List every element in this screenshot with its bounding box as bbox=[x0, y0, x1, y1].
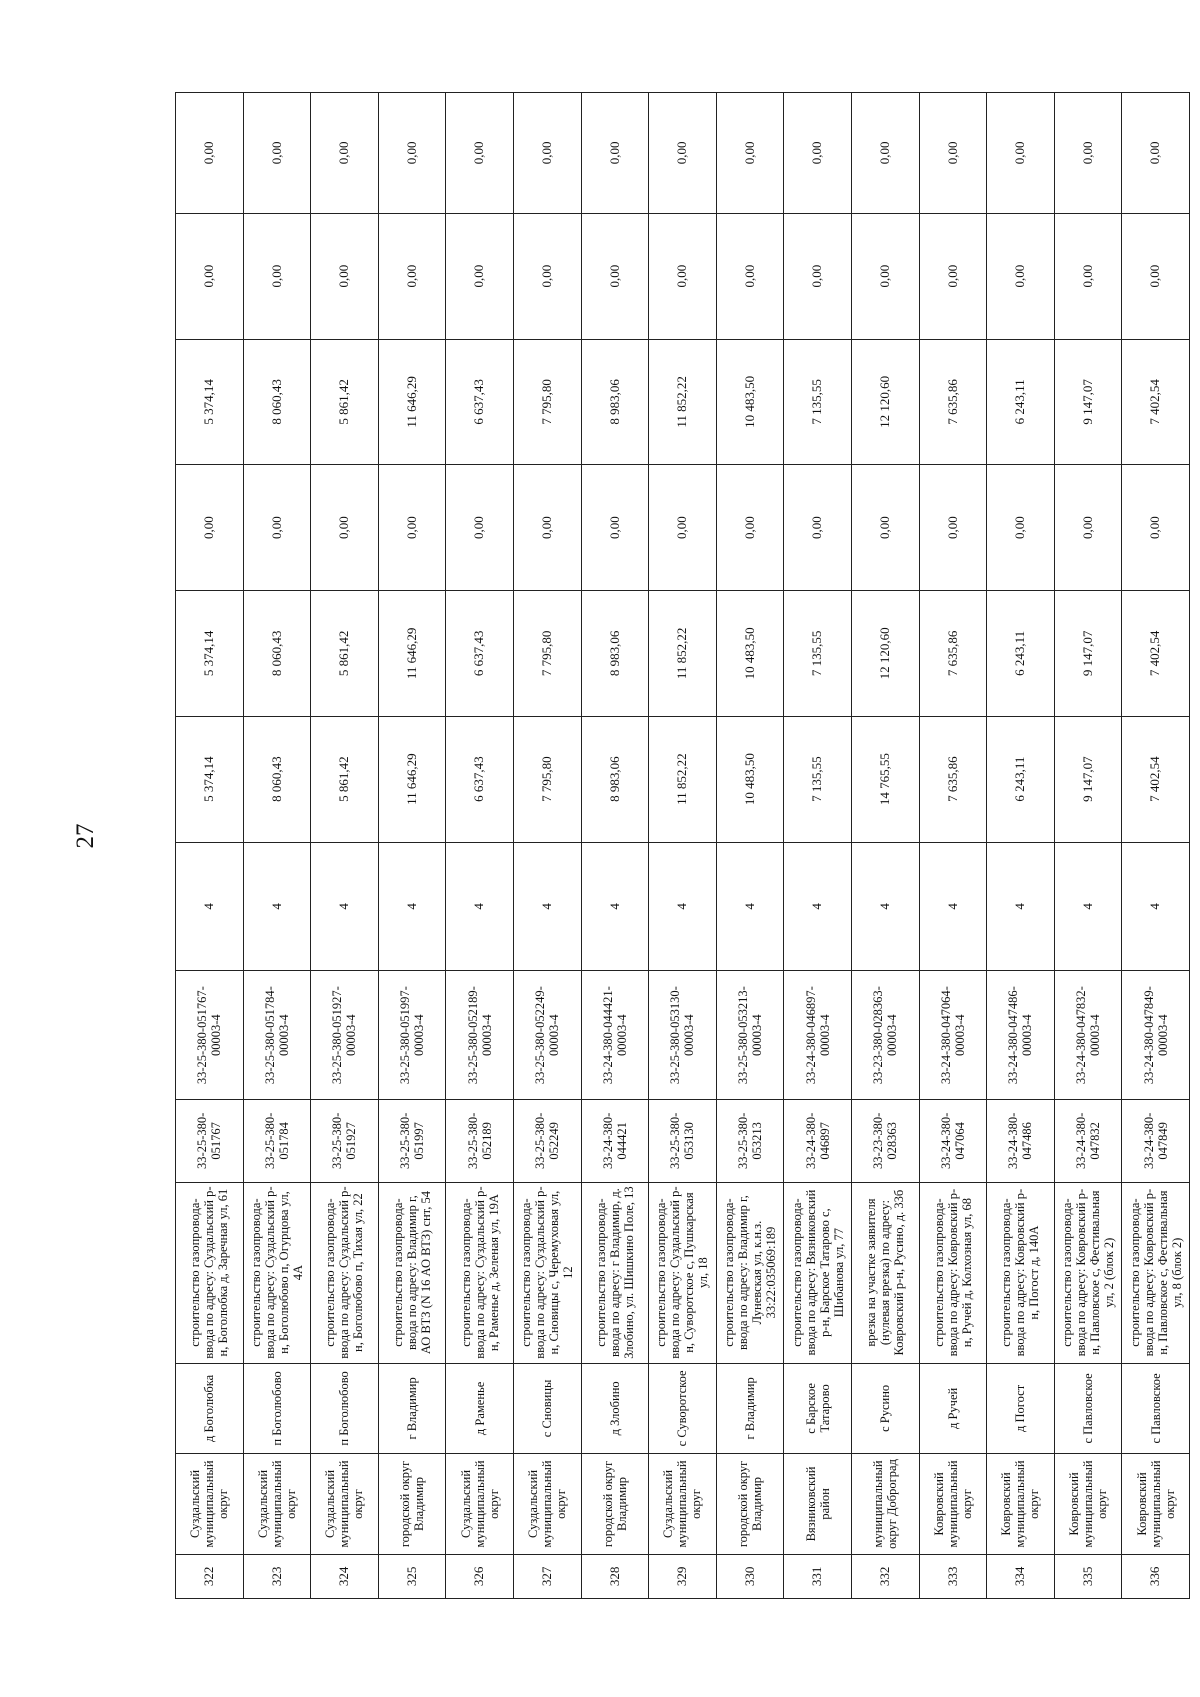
value-5-cell: 0,00 bbox=[243, 213, 311, 339]
value-3-cell: 0,00 bbox=[513, 465, 581, 591]
category-cell: 4 bbox=[987, 842, 1055, 971]
municipality-cell: Суздальский муниципальный округ bbox=[446, 1454, 514, 1555]
value-4-cell: 8 983,06 bbox=[581, 339, 649, 465]
value-2-cell: 6 637,43 bbox=[446, 591, 514, 717]
row-number-cell: 325 bbox=[378, 1554, 446, 1598]
value-5-cell: 0,00 bbox=[716, 213, 784, 339]
code-full-cell: 33-25-380-052249-00003-4 bbox=[513, 971, 581, 1100]
category-cell: 4 bbox=[513, 842, 581, 971]
value-1-cell: 7 402,54 bbox=[1122, 716, 1190, 842]
value-1-cell: 7 795,80 bbox=[513, 716, 581, 842]
category-cell: 4 bbox=[649, 842, 717, 971]
data-table bbox=[175, 92, 1190, 1599]
table-row bbox=[649, 93, 717, 1599]
description-cell: строительство газопровода-ввода по адресу: Суздальский р-н, Сновицы с, Черемуховая ул, 12 bbox=[513, 1182, 581, 1363]
value-5-cell: 0,00 bbox=[851, 213, 919, 339]
rotated-table-container bbox=[175, 92, 1190, 1599]
value-2-cell: 7 795,80 bbox=[513, 591, 581, 717]
value-3-cell: 0,00 bbox=[446, 465, 514, 591]
row-number-cell: 324 bbox=[311, 1554, 379, 1598]
value-2-cell: 5 374,14 bbox=[176, 591, 244, 717]
code-short-cell: 33-25-380-051767 bbox=[176, 1100, 244, 1182]
value-1-cell: 7 635,86 bbox=[919, 716, 987, 842]
description-cell: строительство газопровода-ввода по адресу: Вязниковский р-н, Барское Татарово с, Шибанова ул, 77 bbox=[784, 1182, 852, 1363]
code-short-cell: 33-24-380-047486 bbox=[987, 1100, 1055, 1182]
value-3-cell: 0,00 bbox=[784, 465, 852, 591]
row-number-cell: 326 bbox=[446, 1554, 514, 1598]
value-4-cell: 11 646,29 bbox=[378, 339, 446, 465]
value-3-cell: 0,00 bbox=[378, 465, 446, 591]
value-4-cell: 7 135,55 bbox=[784, 339, 852, 465]
value-2-cell: 8 060,43 bbox=[243, 591, 311, 717]
value-5-cell: 0,00 bbox=[581, 213, 649, 339]
value-6-cell: 0,00 bbox=[176, 93, 244, 214]
code-short-cell: 33-23-380-028363 bbox=[851, 1100, 919, 1182]
code-full-cell: 33-24-380-047486-00003-4 bbox=[987, 971, 1055, 1100]
category-cell: 4 bbox=[784, 842, 852, 971]
row-number-cell: 323 bbox=[243, 1554, 311, 1598]
code-full-cell: 33-25-380-051927-00003-4 bbox=[311, 971, 379, 1100]
row-number-cell: 327 bbox=[513, 1554, 581, 1598]
category-cell: 4 bbox=[446, 842, 514, 971]
value-1-cell: 11 646,29 bbox=[378, 716, 446, 842]
code-short-cell: 33-25-380-053213 bbox=[716, 1100, 784, 1182]
municipality-cell: Суздальский муниципальный округ bbox=[176, 1454, 244, 1555]
row-number-cell: 333 bbox=[919, 1554, 987, 1598]
value-3-cell: 0,00 bbox=[851, 465, 919, 591]
value-3-cell: 0,00 bbox=[987, 465, 1055, 591]
row-number-cell: 336 bbox=[1122, 1554, 1190, 1598]
value-4-cell: 6 243,11 bbox=[987, 339, 1055, 465]
table-row bbox=[784, 93, 852, 1599]
value-6-cell: 0,00 bbox=[243, 93, 311, 214]
value-4-cell: 9 147,07 bbox=[1054, 339, 1122, 465]
description-cell: строительство газопровода-ввода по адресу: Владимир г, Луневская ул, к.н.з. 33:22:035069:189 bbox=[716, 1182, 784, 1363]
row-number-cell: 329 bbox=[649, 1554, 717, 1598]
value-1-cell: 6 243,11 bbox=[987, 716, 1055, 842]
value-6-cell: 0,00 bbox=[716, 93, 784, 214]
code-short-cell: 33-24-380-047849 bbox=[1122, 1100, 1190, 1182]
value-3-cell: 0,00 bbox=[1054, 465, 1122, 591]
value-3-cell: 0,00 bbox=[919, 465, 987, 591]
row-number-cell: 328 bbox=[581, 1554, 649, 1598]
code-short-cell: 33-25-380-053130 bbox=[649, 1100, 717, 1182]
code-full-cell: 33-25-380-051784-00003-4 bbox=[243, 971, 311, 1100]
value-6-cell: 0,00 bbox=[987, 93, 1055, 214]
code-full-cell: 33-24-380-044421-00003-4 bbox=[581, 971, 649, 1100]
settlement-cell: с Русино bbox=[851, 1363, 919, 1454]
settlement-cell: п Боголюбово bbox=[243, 1363, 311, 1454]
value-3-cell: 0,00 bbox=[311, 465, 379, 591]
value-1-cell: 7 135,55 bbox=[784, 716, 852, 842]
table-row bbox=[581, 93, 649, 1599]
code-full-cell: 33-24-380-046897-00003-4 bbox=[784, 971, 852, 1100]
value-6-cell: 0,00 bbox=[1122, 93, 1190, 214]
table-row bbox=[919, 93, 987, 1599]
category-cell: 4 bbox=[176, 842, 244, 971]
value-1-cell: 8 060,43 bbox=[243, 716, 311, 842]
value-3-cell: 0,00 bbox=[716, 465, 784, 591]
value-4-cell: 10 483,50 bbox=[716, 339, 784, 465]
code-short-cell: 33-25-380-051927 bbox=[311, 1100, 379, 1182]
category-cell: 4 bbox=[581, 842, 649, 971]
municipality-cell: Суздальский муниципальный округ bbox=[649, 1454, 717, 1555]
value-5-cell: 0,00 bbox=[649, 213, 717, 339]
municipality-cell: муниципальный округ Доброград bbox=[851, 1454, 919, 1555]
table-row bbox=[176, 93, 244, 1599]
category-cell: 4 bbox=[851, 842, 919, 971]
settlement-cell: д Ручей bbox=[919, 1363, 987, 1454]
category-cell: 4 bbox=[378, 842, 446, 971]
code-full-cell: 33-24-380-047849-00003-4 bbox=[1122, 971, 1190, 1100]
code-full-cell: 33-25-380-051997-00003-4 bbox=[378, 971, 446, 1100]
description-cell: строительство газопровода-ввода по адресу: г Владимир, д. Злобино, ул. Шишкино Поле, 13 bbox=[581, 1182, 649, 1363]
description-cell: строительство газопровода-ввода по адресу: Суздальский р-н, Боголюбово п, Тихая ул, 22 bbox=[311, 1182, 379, 1363]
settlement-cell: с Павловское bbox=[1122, 1363, 1190, 1454]
code-full-cell: 33-25-380-052189-00003-4 bbox=[446, 971, 514, 1100]
value-2-cell: 7 402,54 bbox=[1122, 591, 1190, 717]
value-2-cell: 9 147,07 bbox=[1054, 591, 1122, 717]
value-5-cell: 0,00 bbox=[919, 213, 987, 339]
settlement-cell: с Барское Татарово bbox=[784, 1363, 852, 1454]
settlement-cell: д Погост bbox=[987, 1363, 1055, 1454]
description-cell: строительство газопровода-ввода по адресу: Владимир г, АО ВТЗ (N 16 АО ВТЗ) снт, 54 bbox=[378, 1182, 446, 1363]
value-4-cell: 8 060,43 bbox=[243, 339, 311, 465]
municipality-cell: Ковровский муниципальный округ bbox=[987, 1454, 1055, 1555]
page-number: 27 bbox=[72, 823, 99, 849]
municipality-cell: Суздальский муниципальный округ bbox=[243, 1454, 311, 1555]
code-short-cell: 33-25-380-051784 bbox=[243, 1100, 311, 1182]
value-6-cell: 0,00 bbox=[311, 93, 379, 214]
code-short-cell: 33-25-380-052189 bbox=[446, 1100, 514, 1182]
value-3-cell: 0,00 bbox=[243, 465, 311, 591]
settlement-cell: г Владимир bbox=[716, 1363, 784, 1454]
value-1-cell: 6 637,43 bbox=[446, 716, 514, 842]
row-number-cell: 335 bbox=[1054, 1554, 1122, 1598]
table-row bbox=[716, 93, 784, 1599]
municipality-cell: Ковровский муниципальный округ bbox=[1122, 1454, 1190, 1555]
description-cell: строительство газопровода-ввода по адресу: Суздальский р-н, Раменье д, Зеленая ул, 19А bbox=[446, 1182, 514, 1363]
settlement-cell: д Злобино bbox=[581, 1363, 649, 1454]
value-6-cell: 0,00 bbox=[919, 93, 987, 214]
code-short-cell: 33-24-380-044421 bbox=[581, 1100, 649, 1182]
code-short-cell: 33-24-380-046897 bbox=[784, 1100, 852, 1182]
value-3-cell: 0,00 bbox=[581, 465, 649, 591]
row-number-cell: 332 bbox=[851, 1554, 919, 1598]
municipality-cell: Ковровский муниципальный округ bbox=[919, 1454, 987, 1555]
value-5-cell: 0,00 bbox=[987, 213, 1055, 339]
category-cell: 4 bbox=[919, 842, 987, 971]
table-row bbox=[987, 93, 1055, 1599]
value-3-cell: 0,00 bbox=[1122, 465, 1190, 591]
settlement-cell: п Боголюбово bbox=[311, 1363, 379, 1454]
value-2-cell: 10 483,50 bbox=[716, 591, 784, 717]
value-6-cell: 0,00 bbox=[851, 93, 919, 214]
table-row bbox=[1122, 93, 1190, 1599]
description-cell: строительство газопровода-ввода по адресу: Ковровский р-н, Ручей д, Колхозная ул, 68 bbox=[919, 1182, 987, 1363]
value-1-cell: 10 483,50 bbox=[716, 716, 784, 842]
value-2-cell: 6 243,11 bbox=[987, 591, 1055, 717]
municipality-cell: городской округ Владимир bbox=[716, 1454, 784, 1555]
municipality-cell: городской округ Владимир bbox=[581, 1454, 649, 1555]
municipality-cell: городской округ Владимир bbox=[378, 1454, 446, 1555]
value-1-cell: 14 765,55 bbox=[851, 716, 919, 842]
code-short-cell: 33-25-380-051997 bbox=[378, 1100, 446, 1182]
category-cell: 4 bbox=[1054, 842, 1122, 971]
table-row bbox=[243, 93, 311, 1599]
value-6-cell: 0,00 bbox=[784, 93, 852, 214]
row-number-cell: 322 bbox=[176, 1554, 244, 1598]
code-short-cell: 33-24-380-047832 bbox=[1054, 1100, 1122, 1182]
settlement-cell: с Павловское bbox=[1054, 1363, 1122, 1454]
description-cell: строительство газопровода-ввода по адресу: Ковровский р-н, Павловское с, Фестивальная ул, 8 (блок 2) bbox=[1122, 1182, 1190, 1363]
table-row bbox=[513, 93, 581, 1599]
value-5-cell: 0,00 bbox=[1054, 213, 1122, 339]
code-full-cell: 33-24-380-047832-00003-4 bbox=[1054, 971, 1122, 1100]
value-2-cell: 7 635,86 bbox=[919, 591, 987, 717]
table-row bbox=[1054, 93, 1122, 1599]
municipality-cell: Суздальский муниципальный округ bbox=[311, 1454, 379, 1555]
settlement-cell: д Раменье bbox=[446, 1363, 514, 1454]
value-6-cell: 0,00 bbox=[446, 93, 514, 214]
value-6-cell: 0,00 bbox=[581, 93, 649, 214]
description-cell: врезка на участке заявителя (нулевая врезка) по адресу: Ковровский р-н, Русино, д. 33б bbox=[851, 1182, 919, 1363]
table-body bbox=[176, 93, 1190, 1599]
code-full-cell: 33-25-380-051767-00003-4 bbox=[176, 971, 244, 1100]
value-4-cell: 7 402,54 bbox=[1122, 339, 1190, 465]
code-full-cell: 33-24-380-047064-00003-4 bbox=[919, 971, 987, 1100]
category-cell: 4 bbox=[311, 842, 379, 971]
value-2-cell: 5 861,42 bbox=[311, 591, 379, 717]
settlement-cell: г Владимир bbox=[378, 1363, 446, 1454]
value-4-cell: 5 374,14 bbox=[176, 339, 244, 465]
value-4-cell: 6 637,43 bbox=[446, 339, 514, 465]
table-row bbox=[378, 93, 446, 1599]
settlement-cell: с Суворотское bbox=[649, 1363, 717, 1454]
value-5-cell: 0,00 bbox=[311, 213, 379, 339]
code-full-cell: 33-23-380-028363-00003-4 bbox=[851, 971, 919, 1100]
description-cell: строительство газопровода-ввода по адресу: Суздальский р-н, Боголюбово п, Огурцова ул, 4А bbox=[243, 1182, 311, 1363]
value-5-cell: 0,00 bbox=[513, 213, 581, 339]
municipality-cell: Суздальский муниципальный округ bbox=[513, 1454, 581, 1555]
value-1-cell: 8 983,06 bbox=[581, 716, 649, 842]
code-short-cell: 33-25-380-052249 bbox=[513, 1100, 581, 1182]
value-4-cell: 12 120,60 bbox=[851, 339, 919, 465]
value-5-cell: 0,00 bbox=[446, 213, 514, 339]
table-row bbox=[851, 93, 919, 1599]
value-2-cell: 11 852,22 bbox=[649, 591, 717, 717]
value-5-cell: 0,00 bbox=[784, 213, 852, 339]
value-5-cell: 0,00 bbox=[1122, 213, 1190, 339]
value-5-cell: 0,00 bbox=[176, 213, 244, 339]
code-full-cell: 33-25-380-053130-00003-4 bbox=[649, 971, 717, 1100]
value-2-cell: 11 646,29 bbox=[378, 591, 446, 717]
category-cell: 4 bbox=[1122, 842, 1190, 971]
category-cell: 4 bbox=[716, 842, 784, 971]
municipality-cell: Ковровский муниципальный округ bbox=[1054, 1454, 1122, 1555]
value-6-cell: 0,00 bbox=[649, 93, 717, 214]
value-6-cell: 0,00 bbox=[378, 93, 446, 214]
value-6-cell: 0,00 bbox=[1054, 93, 1122, 214]
code-short-cell: 33-24-380-047064 bbox=[919, 1100, 987, 1182]
description-cell: строительство газопровода-ввода по адресу: Суздальский р-н, Боголюбка д, Заречная ул, 61 bbox=[176, 1182, 244, 1363]
row-number-cell: 331 bbox=[784, 1554, 852, 1598]
table-row bbox=[311, 93, 379, 1599]
value-4-cell: 5 861,42 bbox=[311, 339, 379, 465]
value-1-cell: 9 147,07 bbox=[1054, 716, 1122, 842]
value-5-cell: 0,00 bbox=[378, 213, 446, 339]
row-number-cell: 330 bbox=[716, 1554, 784, 1598]
value-3-cell: 0,00 bbox=[176, 465, 244, 591]
description-cell: строительство газопровода-ввода по адресу: Ковровский р-н, Погост д, 140А bbox=[987, 1182, 1055, 1363]
value-1-cell: 11 852,22 bbox=[649, 716, 717, 842]
value-3-cell: 0,00 bbox=[649, 465, 717, 591]
settlement-cell: д Боголюбка bbox=[176, 1363, 244, 1454]
value-1-cell: 5 861,42 bbox=[311, 716, 379, 842]
table-row bbox=[446, 93, 514, 1599]
value-2-cell: 7 135,55 bbox=[784, 591, 852, 717]
value-1-cell: 5 374,14 bbox=[176, 716, 244, 842]
settlement-cell: с Сновицы bbox=[513, 1363, 581, 1454]
value-2-cell: 8 983,06 bbox=[581, 591, 649, 717]
municipality-cell: Вязниковский район bbox=[784, 1454, 852, 1555]
value-6-cell: 0,00 bbox=[513, 93, 581, 214]
value-2-cell: 12 120,60 bbox=[851, 591, 919, 717]
code-full-cell: 33-25-380-053213-00003-4 bbox=[716, 971, 784, 1100]
value-4-cell: 7 795,80 bbox=[513, 339, 581, 465]
value-4-cell: 11 852,22 bbox=[649, 339, 717, 465]
category-cell: 4 bbox=[243, 842, 311, 971]
description-cell: строительство газопровода-ввода по адресу: Суздальский р-н, Суворотское с, Пушкарская ул, 18 bbox=[649, 1182, 717, 1363]
row-number-cell: 334 bbox=[987, 1554, 1055, 1598]
description-cell: строительство газопровода-ввода по адресу: Ковровский р-н, Павловское с, Фестивальная ул, 2 (блок 2) bbox=[1054, 1182, 1122, 1363]
value-4-cell: 7 635,86 bbox=[919, 339, 987, 465]
